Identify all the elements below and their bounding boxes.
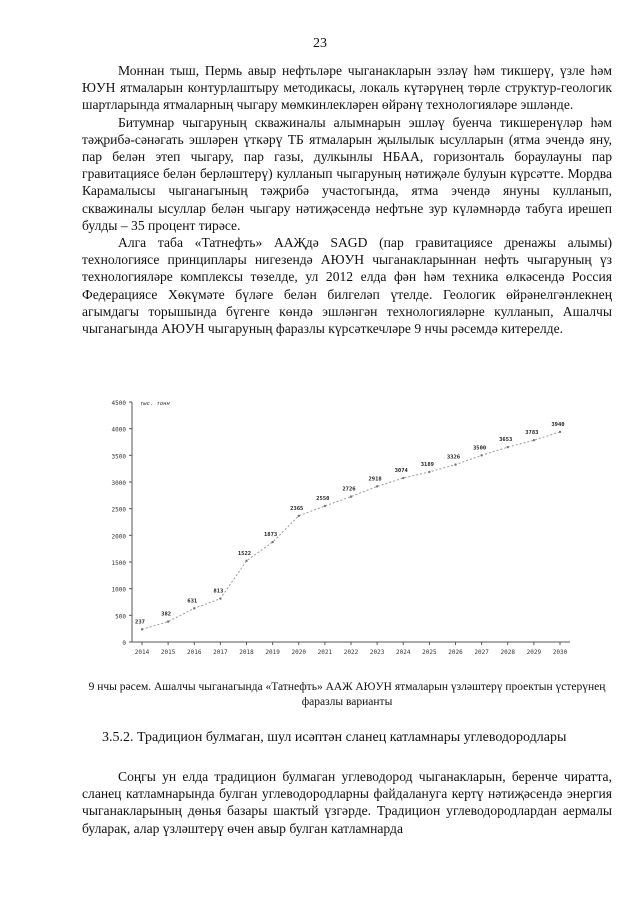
x-tick-label: 2019 bbox=[265, 649, 280, 656]
data-label: 3940 bbox=[551, 421, 565, 428]
y-tick-label: 2500 bbox=[111, 506, 126, 514]
forecast-chart bbox=[100, 392, 590, 662]
data-point bbox=[271, 541, 273, 543]
data-point bbox=[245, 560, 247, 562]
x-tick-label: 2023 bbox=[369, 649, 385, 656]
data-point bbox=[402, 477, 404, 479]
data-label: 631 bbox=[187, 598, 198, 605]
paragraph-3: Алга таба «Татнефть» ААҖдә SAGD (пар гравитациясе дренажы алымы) технологиясе принциплары нигезендә АЮУН чыганакларыннан нефть чыгаруның үз технологияләре комплексы төзелде, ул 2012 елда фән һәм техника өлкәсендә Россия Федерациясе Хөкүмәте бүләге белән билгеләп үтелде. Геологик өйрәнелгәнлекнең агымдагы торышында бүгенге көндә эшләнгән технологияләрне кулланып, Ашалчы чыганагында АЮУН чыгаруның фаразлы күрсәткечләре 9 нчы рәсемдә китерелде. bbox=[82, 235, 612, 337]
data-point bbox=[454, 463, 456, 465]
data-point bbox=[219, 597, 221, 599]
x-tick-label: 2027 bbox=[474, 649, 489, 656]
data-label: 2365 bbox=[290, 505, 304, 512]
body-text-2 bbox=[82, 768, 612, 837]
data-label: 3653 bbox=[499, 437, 513, 444]
x-tick-label: 2017 bbox=[213, 649, 228, 656]
y-tick-label: 3000 bbox=[111, 480, 126, 487]
x-tick-label: 2024 bbox=[396, 649, 411, 656]
data-point bbox=[298, 515, 300, 517]
y-tick-label: 500 bbox=[115, 613, 126, 621]
data-point bbox=[533, 439, 535, 441]
data-label: 3189 bbox=[420, 461, 434, 468]
x-tick-label: 2014 bbox=[134, 649, 150, 656]
body-text bbox=[82, 62, 612, 337]
data-label: 3326 bbox=[446, 454, 461, 461]
y-tick-label: 1000 bbox=[111, 586, 126, 594]
chart-svg bbox=[100, 392, 590, 662]
paragraph-4: Соңгы ун елда традицион булмаган углеводород чыганакларын, беренче чиратта, сланец катламнарында булган углеводородларны файдалануга кертү нәтиҗәсендә энергия чыганакларының дөнья базары шактый үзгәрде. Традицион углеводородлардан аермалы буларак, алар үзләштерү өчен авыр булган катламнарда bbox=[82, 769, 612, 836]
data-label: 1873 bbox=[264, 532, 278, 539]
x-tick-label: 2016 bbox=[187, 649, 202, 656]
x-tick-label: 2018 bbox=[239, 649, 254, 656]
x-tick-label: 2029 bbox=[526, 649, 542, 656]
y-tick-label: 2000 bbox=[111, 533, 126, 541]
x-tick-label: 2028 bbox=[500, 649, 515, 656]
section-heading: 3.5.2. Традицион булмаган, шул исәптән сланец катламнары углеводородлары bbox=[102, 730, 567, 745]
x-tick-label: 2015 bbox=[160, 649, 176, 656]
data-point bbox=[167, 620, 169, 622]
data-point bbox=[428, 471, 430, 473]
data-point bbox=[141, 628, 143, 630]
x-tick-label: 2030 bbox=[552, 649, 568, 656]
x-tick-label: 2020 bbox=[291, 649, 306, 656]
data-point bbox=[193, 607, 195, 609]
x-tick-label: 2021 bbox=[317, 649, 333, 656]
data-label: 3074 bbox=[394, 468, 408, 475]
data-point bbox=[324, 505, 326, 507]
data-label: 3500 bbox=[473, 445, 487, 452]
y-tick-label: 0 bbox=[122, 640, 126, 647]
data-label: 813 bbox=[213, 588, 224, 595]
y-axis-label: тыс. тонн bbox=[140, 401, 170, 407]
data-point bbox=[480, 454, 482, 456]
data-point bbox=[559, 431, 561, 433]
data-label: 237 bbox=[135, 619, 145, 626]
data-point bbox=[507, 446, 509, 448]
y-tick-label: 4500 bbox=[111, 400, 126, 407]
page-number: 23 bbox=[313, 36, 327, 51]
data-label: 3783 bbox=[525, 430, 539, 437]
series-line bbox=[142, 432, 560, 629]
y-tick-label: 3500 bbox=[111, 453, 126, 461]
figure-caption: 9 нчы рәсем. Ашалчы чыганагында «Татнефть» ААЖ АЮУН ятмаларын үзләштерү проектын үстерүнең фаразлы варианты bbox=[88, 681, 606, 708]
y-tick-label: 4000 bbox=[111, 426, 126, 434]
paragraph-1: Моннан тыш, Пермь авыр нефтьләре чыганакларын эзләү һәм тикшерү, үзле һәм ЮУН ятмаларын контурлаштыру методикасы, локаль күтәрүнең төрле структур-геологик шартларында ятмаларның чыгару мөмкинлекләрен өйрәнү технологияләре эшләнде. bbox=[82, 63, 612, 113]
x-tick-label: 2022 bbox=[343, 649, 359, 656]
data-label: 2726 bbox=[342, 486, 356, 493]
y-tick-label: 1500 bbox=[111, 560, 126, 567]
x-tick-label: 2026 bbox=[448, 649, 463, 656]
paragraph-2: Битумнар чыгаруның скважиналы алымнарын эшләү буенча тикшеренүләр һәм тәҗрибә-сәнәгать эшләрен үткәрү ТБ ятмаларын җылылык ысулларын (ятма эчендә яну, пар белән этеп чыгару, пар газы, дулкынлы НБАА, горизонталь бораулауны пар гравитациясе белән берләштерү) кулланып чыгаруның нәтиҗәле булуын күрсәтте. Мордва Карамалысы чыганагының тәҗрибә участогында, ятма эчендә януны кулланып, скважиналы ысуллар белән чыгару нәтиҗәсендә нефтьне зур күләмнәрдә табуга ирешеп булды – 35 процент тирәсе. bbox=[82, 114, 612, 233]
data-label: 2918 bbox=[368, 476, 382, 483]
data-label: 382 bbox=[161, 611, 172, 618]
data-label: 2550 bbox=[316, 496, 330, 502]
data-label: 1522 bbox=[237, 550, 252, 557]
data-point bbox=[350, 495, 352, 497]
x-tick-label: 2025 bbox=[422, 649, 437, 656]
data-point bbox=[376, 485, 378, 487]
